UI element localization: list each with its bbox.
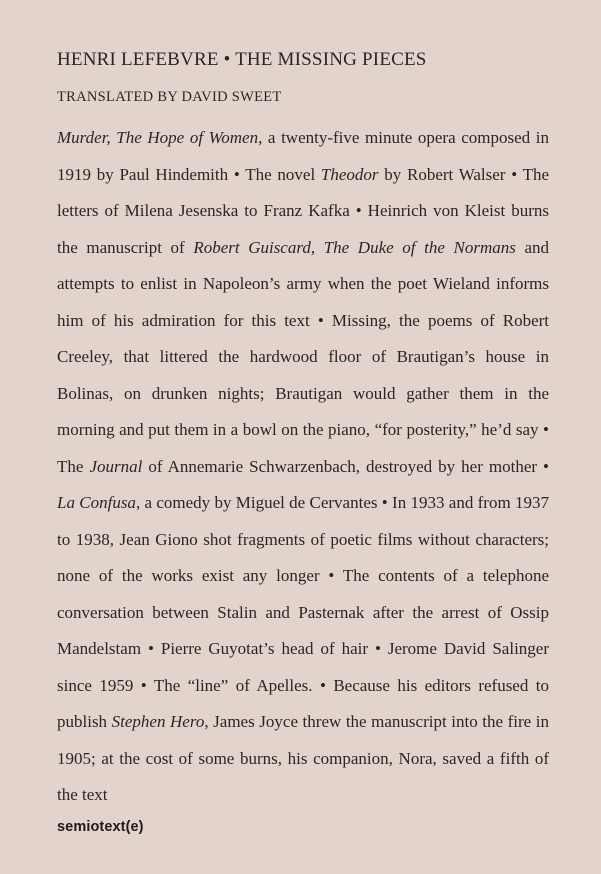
body-text-segment: , a comedy by Miguel de Cervantes • In 1933 and from 1937 to 1938, Jean Giono shot fragments of poetic films without characters; none of the works exist any longer • The contents of a telephone conversation between Stalin and Pasternak after the arrest of Ossip Mandelstam • Pierre Guyotat’s head of hair • Jerome David Salinger since 1959 • The “line” of Apelles. • Because his editors refused to publish xyxy=(57,493,549,731)
italic-work-title: Murder, The Hope of Women xyxy=(57,128,259,147)
italic-work-title: Journal xyxy=(89,456,143,476)
italic-work-title: Robert Guiscard, The Duke of the Normans xyxy=(193,237,516,257)
body-text-segment: , a twenty-five minute opera composed in 1919 by Paul Hindemith • The novel xyxy=(57,128,549,184)
body-text-segment: and attempts to enlist in Napoleon’s army when the poet Wieland informs him of his admiration for this text • Missing, the poems of Robert Creeley, that littered the hardwood floor of Brautigan’s house in Bolinas, on drunken nights; Brautigan would gather them in the morning and put them in a bowl on the piano, “for posterity,” he’d say • The xyxy=(57,237,550,476)
author-title-heading: HENRI LEFEBVRE • THE MISSING PIECES xyxy=(57,49,427,70)
translator-credit: TRANSLATED BY DAVID SWEET xyxy=(57,89,282,105)
body-text-segment: of Annemarie Schwarzenbach, destroyed by her mother • xyxy=(142,456,550,476)
body-text-segment: by Robert Walser • The letters of Milena Jesenska to Franz Kafka • Heinrich von Kleist burns the manuscript of xyxy=(57,164,550,257)
body-text-segment: , James Joyce threw the manuscript into the fire in 1905; at the cost of some burns, his companion, Nora, saved a fifth of the text xyxy=(57,712,550,804)
publisher-logo: semiotext(e) xyxy=(57,819,144,835)
italic-work-title: La Confusa xyxy=(57,493,136,512)
cover-body-text xyxy=(57,120,549,814)
italic-work-title: Stephen Hero xyxy=(111,712,205,731)
italic-work-title: Theodor xyxy=(320,164,379,184)
